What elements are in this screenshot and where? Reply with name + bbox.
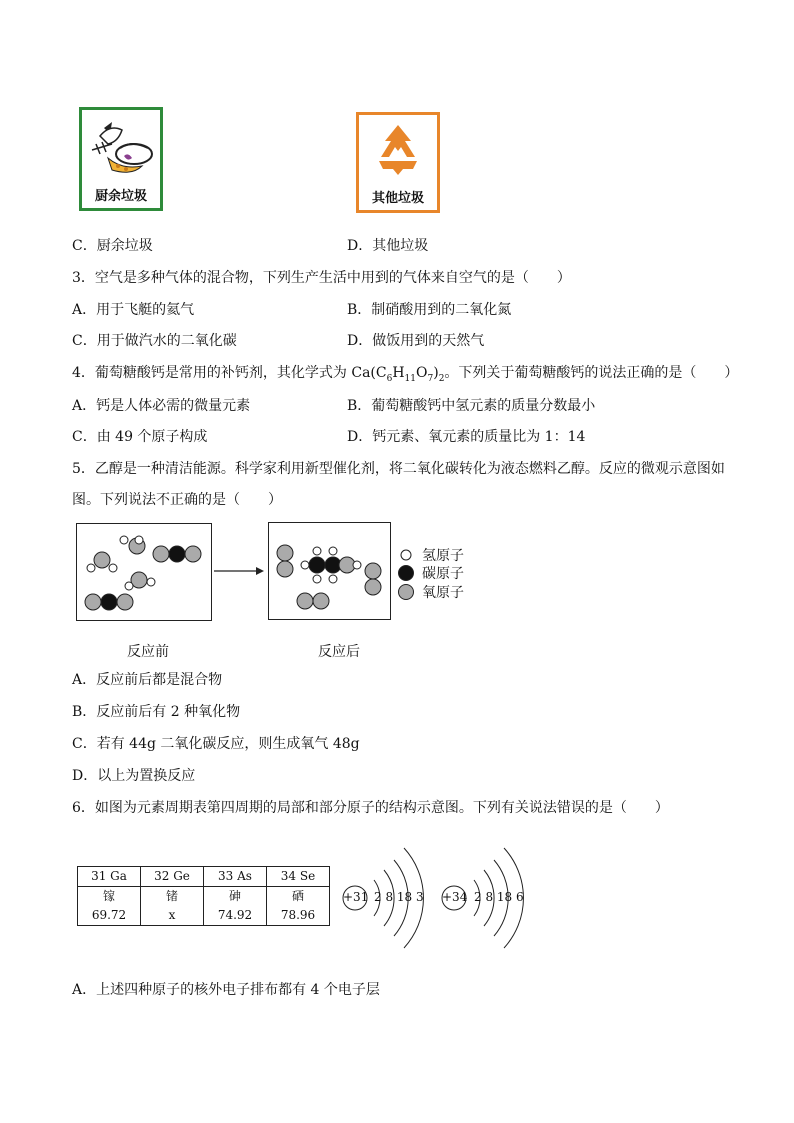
q6-stem: 6．如图为元素周期表第四周期的局部和部分原子的结构示意图。下列有关说法错误的是（ ） bbox=[72, 800, 669, 816]
other-waste-image bbox=[356, 112, 440, 213]
element-ga-head: 31 Ga bbox=[78, 867, 141, 887]
recycle-arrow-icon bbox=[359, 119, 437, 181]
legend-hydrogen-label: 氢原子 bbox=[422, 548, 464, 564]
q3-option-d: D．做饭用到的天然气 bbox=[347, 333, 485, 349]
q2-option-c: C．厨余垃圾 bbox=[72, 238, 153, 254]
q4-option-c: C．由 49 个原子构成 bbox=[72, 429, 208, 445]
q2-option-d: D．其他垃圾 bbox=[347, 238, 429, 254]
element-ge-mass: x bbox=[141, 906, 204, 926]
kitchen-waste-image bbox=[79, 107, 163, 211]
element-se-head: 34 Se bbox=[267, 867, 330, 887]
legend-oxygen bbox=[398, 582, 464, 602]
q5-option-a: A．反应前后都是混合物 bbox=[72, 672, 223, 688]
q4-stem-pre: 4．葡萄糖酸钙是常用的补钙剂，其化学式为 Ca(C bbox=[72, 365, 387, 381]
carbon-atom-icon bbox=[398, 565, 414, 581]
q3-stem: 3．空气是多种气体的混合物，下列生产生活中用到的气体来自空气的是（ ） bbox=[72, 270, 571, 286]
q4-sub-1: 6 bbox=[386, 373, 393, 384]
q4-option-a: A．钙是人体必需的微量元素 bbox=[72, 398, 251, 414]
q6-option-a: A．上述四种原子的核外电子排布都有 4 个电子层 bbox=[72, 982, 380, 998]
q4-sub-2: 11 bbox=[404, 373, 416, 384]
element-ge-head: 32 Ge bbox=[141, 867, 204, 887]
q4-mid-1: H bbox=[392, 365, 405, 381]
q4-stem-post: 。下列关于葡萄糖酸钙的说法正确的是（ ） bbox=[444, 365, 739, 381]
caption-after: 反应后 bbox=[318, 644, 360, 660]
atom-structure-se bbox=[438, 838, 538, 958]
element-ge-name: 锗 bbox=[141, 887, 204, 907]
atom-se-nucleus: +34 bbox=[442, 890, 468, 904]
atom-structure-ga bbox=[338, 838, 438, 958]
caption-before: 反应前 bbox=[127, 644, 169, 660]
q3-option-b: B．制硝酸用到的二氧化氮 bbox=[347, 302, 512, 318]
q5-option-c: C．若有 44g 二氧化碳反应，则生成氧气 48g bbox=[72, 736, 360, 752]
q4-stem bbox=[72, 363, 738, 389]
q4-sub-4: 2 bbox=[438, 373, 445, 384]
element-ga-name: 镓 bbox=[78, 887, 141, 907]
legend-oxygen-label: 氧原子 bbox=[422, 585, 464, 601]
reaction-after-molecules bbox=[269, 523, 390, 619]
element-se-mass: 78.96 bbox=[267, 906, 330, 926]
q4-option-b: B．葡萄糖酸钙中氢元素的质量分数最小 bbox=[347, 398, 596, 414]
other-waste-label: 其他垃圾 bbox=[371, 191, 424, 206]
element-as-head: 33 As bbox=[204, 867, 267, 887]
reaction-after-box bbox=[268, 522, 391, 620]
q4-mid-2: O bbox=[416, 365, 428, 381]
food-scraps-icon bbox=[82, 114, 160, 182]
atom-ga-shells: 2 8 18 3 bbox=[374, 890, 424, 904]
q4-option-d: D．钙元素、氧元素的质量比为 1：14 bbox=[347, 429, 586, 445]
q3-option-a: A．用于飞艇的氦气 bbox=[72, 302, 195, 318]
q4-sub-3: 7 bbox=[427, 373, 434, 384]
oxygen-atom-icon bbox=[398, 584, 414, 600]
q4-mid-3: ) bbox=[433, 365, 439, 381]
hydrogen-atom-icon bbox=[398, 547, 414, 563]
kitchen-waste-label: 厨余垃圾 bbox=[94, 189, 147, 204]
atom-ga-nucleus: +31 bbox=[343, 890, 369, 904]
element-se-name: 硒 bbox=[267, 887, 330, 907]
q5-stem-line2: 图。下列说法不正确的是（ ） bbox=[72, 492, 282, 508]
atom-se-shells: 2 8 18 6 bbox=[474, 890, 524, 904]
q5-option-d: D．以上为置换反应 bbox=[72, 768, 196, 784]
reaction-before-box bbox=[76, 523, 212, 621]
reaction-before-molecules bbox=[77, 524, 211, 620]
legend-carbon-label: 碳原子 bbox=[422, 566, 464, 582]
element-as-name: 砷 bbox=[204, 887, 267, 907]
legend-hydrogen bbox=[398, 545, 464, 565]
reaction-arrow-icon bbox=[214, 565, 264, 577]
q3-option-c: C．用于做汽水的二氧化碳 bbox=[72, 333, 237, 349]
element-as-mass: 74.92 bbox=[204, 906, 267, 926]
q5-option-b: B．反应前后有 2 种氧化物 bbox=[72, 704, 241, 720]
element-ga-mass: 69.72 bbox=[78, 906, 141, 926]
legend-carbon bbox=[398, 563, 464, 583]
q5-stem-line1: 5．乙醇是一种清洁能源。科学家利用新型催化剂，将二氧化碳转化为液态燃料乙醇。反应的微观示意图如 bbox=[72, 461, 725, 477]
periodic-table-fragment bbox=[77, 866, 330, 926]
